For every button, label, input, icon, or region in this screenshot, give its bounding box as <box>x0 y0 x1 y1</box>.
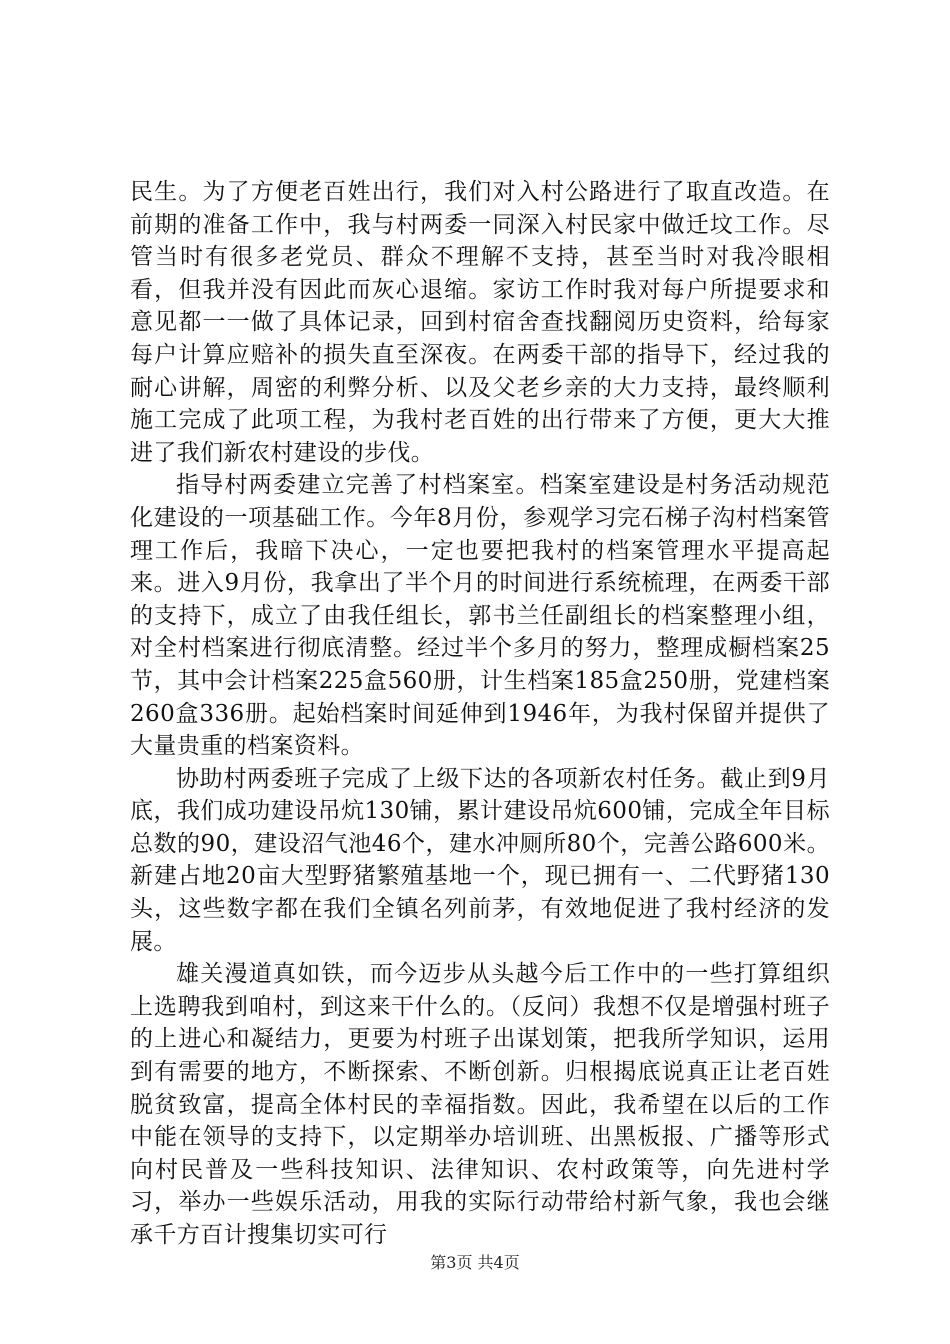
paragraph-rural-tasks: 协助村两委班子完成了上级下达的各项新农村任务。截止到9月底，我们成功建设吊炕130铺，累计建设吊炕600铺，完成全年目标总数的90，建设沼气池46个，建水冲厕所80个，完善公路600米。新建占地20亩大型野猪繁殖基地一个，现已拥有一、二代野猪130头，这些数字都在我们全镇名列前茅，有效地促进了我村经济的发展。 <box>130 765 830 955</box>
page-number-footer: 第3页 共4页 <box>430 1253 520 1272</box>
body-text <box>130 176 830 1252</box>
paragraph-continuation: 民生。为了方便老百姓出行，我们对入村公路进行了取直改造。在前期的准备工作中，我与村两委一同深入村民家中做迁坟工作。尽管当时有很多老党员、群众不理解不支持，甚至当时对我冷眼相看，但我并没有因此而灰心退缩。家访工作时我对每户所提要求和意见都一一做了具体记录，回到村宿舍查找翻阅历史资料，给每家每户计算应赔补的损失直至深夜。在两委干部的指导下，经过我的耐心讲解，周密的利弊分析、以及父老乡亲的大力支持，最终顺利施工完成了此项工程，为我村老百姓的出行带来了方便，更大大推进了我们新农村建设的步伐。 <box>130 179 830 466</box>
paragraph-future-plans: 雄关漫道真如铁，而今迈步从头越今后工作中的一些打算组织上选聘我到咱村，到这来干什么的。（反问）我想不仅是增强村班子的上进心和凝结力，更要为村班子出谋划策，把我所学知识，运用到有需要的地方，不断探索、不断创新。归根揭底说真正让老百姓脱贫致富，提高全体村民的幸福指数。因此，我希望在以后的工作中能在领导的支持下，以定期举办培训班、出黑板报、广播等形式向村民普及一些科技知识、法律知识、农村政策等，向先进村学习，举办一些娱乐活动，用我的实际行动带给村新气象，我也会继承千方百计搜集切实可行 <box>130 961 830 1248</box>
paragraph-archive-room: 指导村两委建立完善了村档案室。档案室建设是村务活动规范化建设的一项基础工作。今年8月份，参观学习完石梯子沟村档案管理工作后，我暗下决心，一定也要把我村的档案管理水平提高起来。进入9月份，我拿出了半个月的时间进行系统梳理，在两委干部的支持下，成立了由我任组长，郭书兰任副组长的档案整理小组，对全村档案进行彻底清整。经过半个多月的努力，整理成橱档案25节，其中会计档案225盒560册，计生档案185盒250册，党建档案260盒336册。起始档案时间延伸到1946年，为我村保留并提供了大量贵重的档案资料。 <box>130 472 830 760</box>
